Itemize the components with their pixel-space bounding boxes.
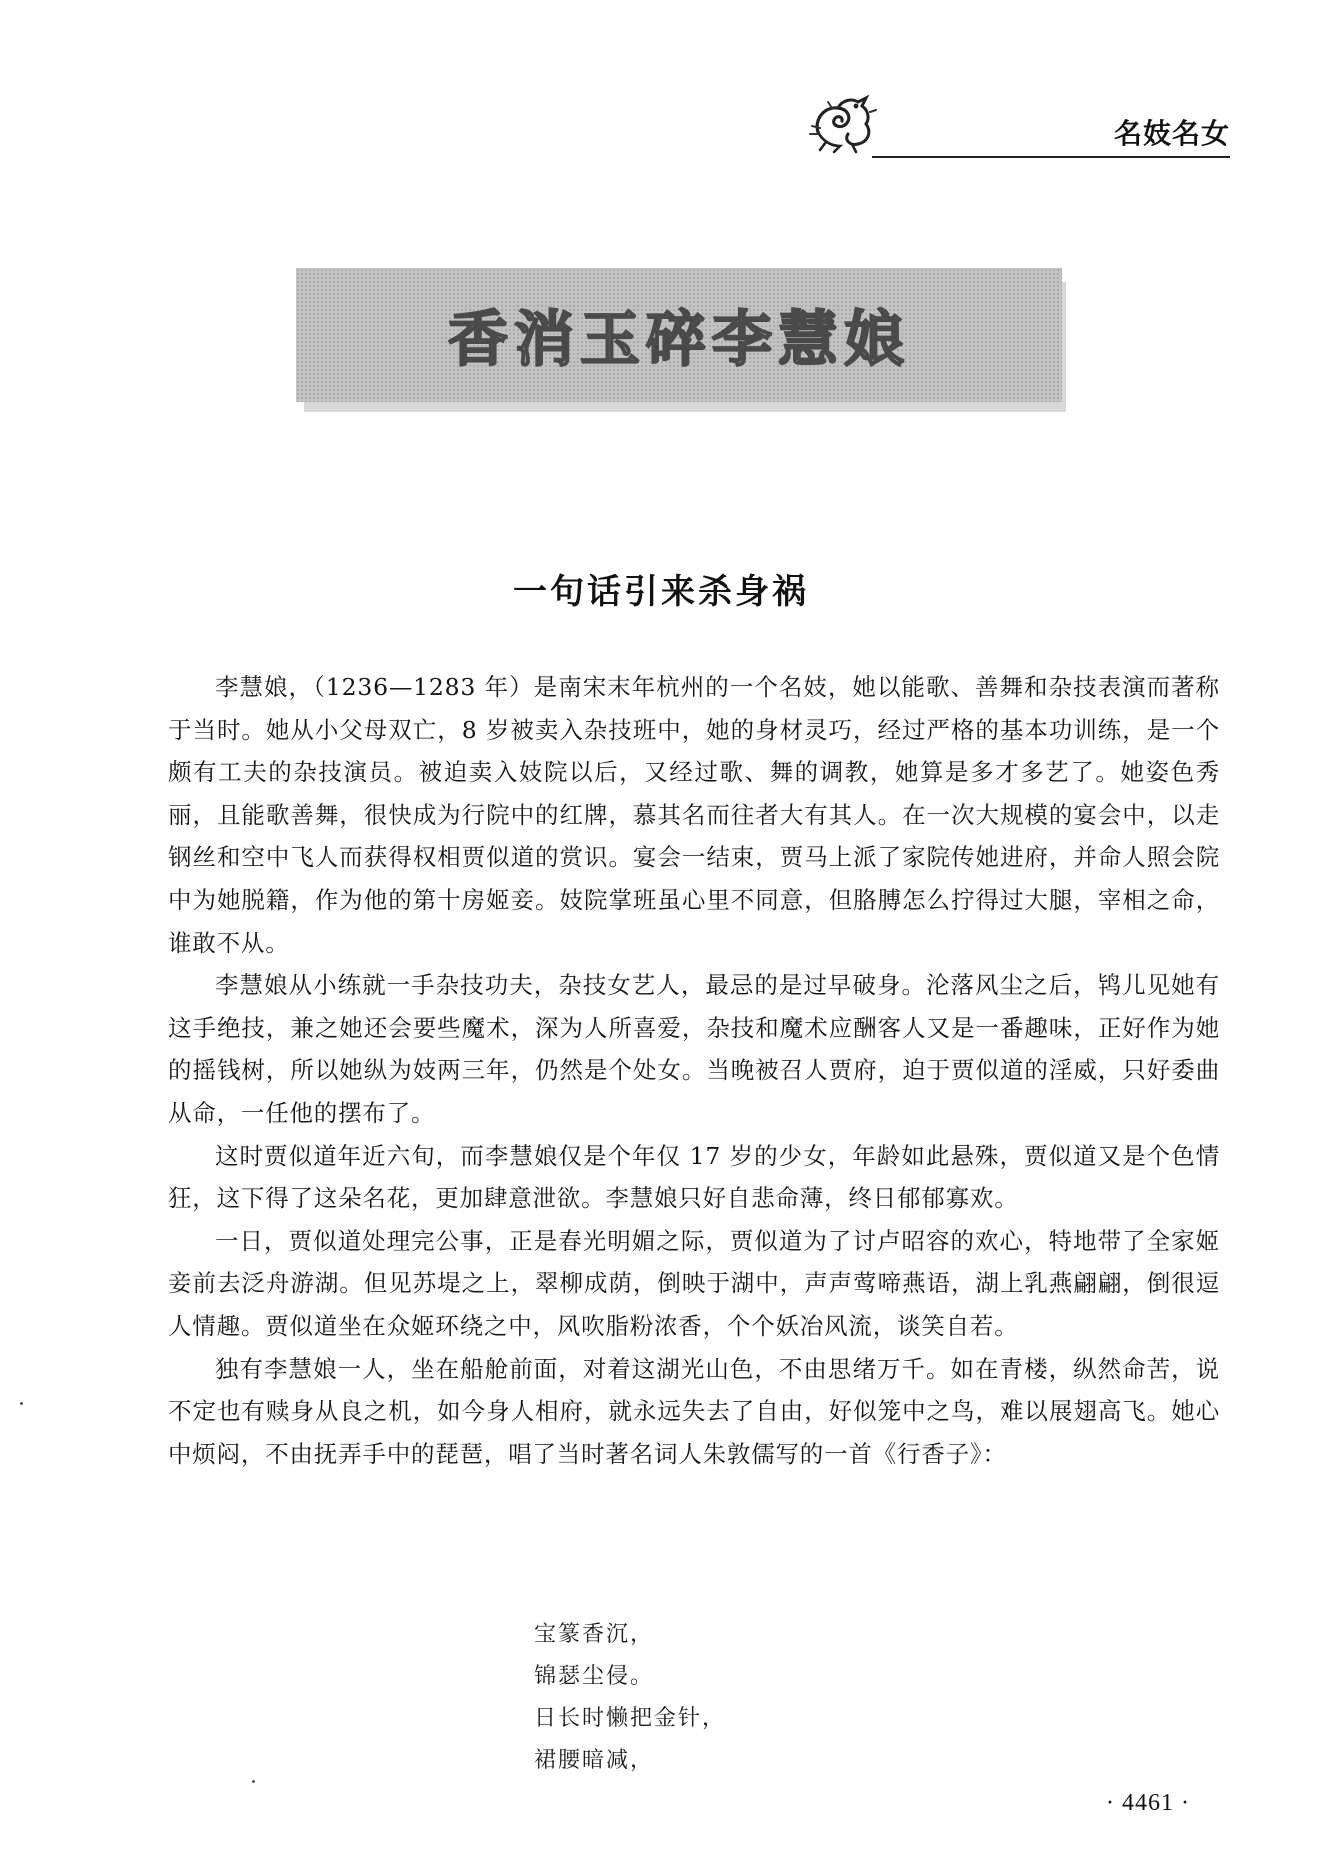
poem-line: 宝篆香沉， bbox=[534, 1622, 655, 1647]
poem-line: 裙腰暗减， bbox=[534, 1748, 655, 1773]
poem-block bbox=[534, 1614, 726, 1782]
scan-speck bbox=[20, 1402, 23, 1405]
section-heading: 一句话引来杀身祸 bbox=[513, 572, 809, 612]
paragraph: 这时贾似道年近六旬，而李慧娘仅是个年仅 17 岁的少女，年龄如此悬殊，贾似道又是个色情狂，这下得了这朵名花，更加肆意泄欲。李慧娘只好自悲命薄，终日郁郁寡欢。 bbox=[168, 1141, 1220, 1213]
paragraph: 李慧娘，（1236—1283 年）是南宋末年杭州的一个名妓，她以能歌、善舞和杂技表演而著称于当时。她从小父母双亡，8 岁被卖入杂技班中，她的身材灵巧，经过严格的基本功训练，是一个颇有工夫的杂技演员。被迫卖入妓院以后，又经过歌、舞的调教，她算是多才多艺了。她姿色秀丽，且能歌善舞，很快成为行院中的红牌，慕其名而往者大有其人。在一次大规模的宴会中，以走钢丝和空中飞人而获得权相贾似道的赏识。宴会一结束，贾马上派了家院传她进府，并命人照会院中为她脱籍，作为他的第十房姬妾。妓院掌班虽心里不同意，但胳膊怎么拧得过大腿，宰相之命，谁敢不从。 bbox=[168, 673, 1220, 957]
page-number: · 4461 · bbox=[1106, 1790, 1190, 1816]
chapter-title-banner bbox=[296, 268, 1062, 402]
paragraph: 一日，贾似道处理完公事，正是春光明媚之际，贾似道为了讨卢昭容的欢心，特地带了全家姬妾前去泛舟游湖。但见苏堤之上，翠柳成荫，倒映于湖中，声声莺啼燕语，湖上乳燕翩翩，倒很逗人情趣。贾似道坐在众姬环绕之中，风吹脂粉浓香，个个妖冶风流，谈笑自若。 bbox=[168, 1226, 1220, 1340]
running-header-section-title: 名妓名女 bbox=[1113, 117, 1230, 150]
poem-line: 日长时懒把金针， bbox=[534, 1706, 727, 1731]
scan-speck bbox=[252, 1780, 255, 1783]
poem-line: 锦瑟尘侵。 bbox=[534, 1664, 655, 1689]
body-text bbox=[168, 666, 1220, 1475]
page-header bbox=[0, 0, 1322, 160]
chapter-title: 香消玉碎李慧娘 bbox=[448, 305, 910, 375]
dragon-emblem-icon bbox=[808, 92, 880, 156]
header-rule bbox=[872, 156, 1230, 158]
paragraph: 独有李慧娘一人，坐在船舱前面，对着这湖光山色，不由思绪万千。如在青楼，纵然命苦，说不定也有赎身从良之机，如今身人相府，就永远失去了自由，好似笼中之鸟，难以展翅高飞。她心中烦闷，不由抚弄手中的琵琶，唱了当时著名词人朱敦儒写的一首《行香子》： bbox=[168, 1354, 1220, 1468]
paragraph: 李慧娘从小练就一手杂技功夫，杂技女艺人，最忌的是过早破身。沦落风尘之后，鸨儿见她有这手绝技，兼之她还会要些魔术，深为人所喜爱，杂技和魔术应酬客人又是一番趣味，正好作为她的摇钱树，所以她纵为妓两三年，仍然是个处女。当晚被召人贾府，迫于贾似道的淫威，只好委曲从命，一任他的摆布了。 bbox=[168, 971, 1220, 1127]
